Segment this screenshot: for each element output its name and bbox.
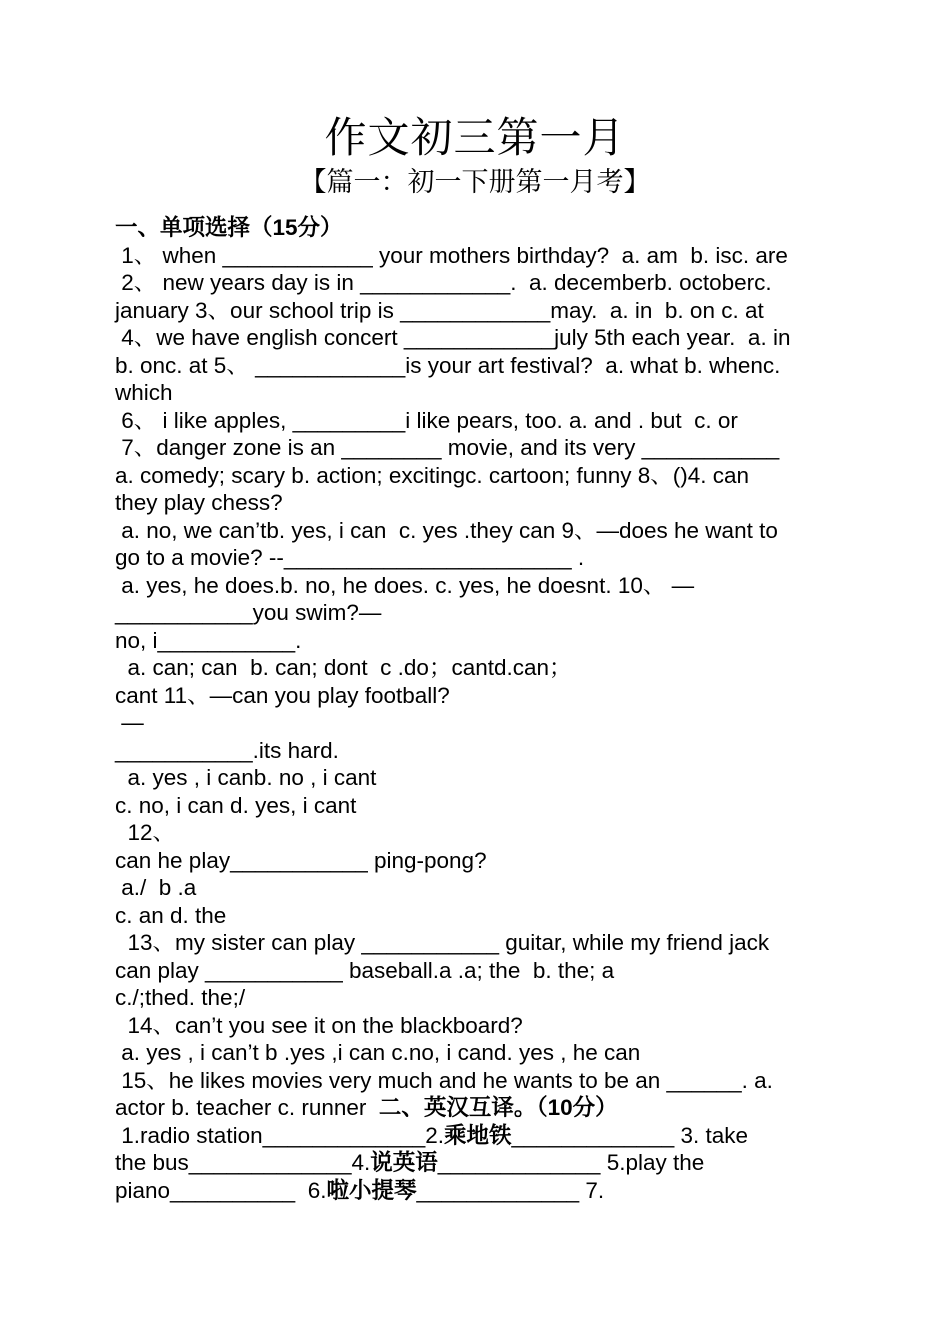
- text-fragment: b. onc. at 5、 ____________is your art festival? a. what b. whenc.: [115, 352, 781, 378]
- text-line: [115, 214, 845, 242]
- text-fragment: _____________ 7.: [416, 1177, 605, 1203]
- text-line: [115, 819, 845, 847]
- text-line: [115, 544, 845, 572]
- text-fragment: a. yes, he does.b. no, he does. c. yes, he doesnt. 10、 —: [115, 572, 695, 598]
- text-line: [115, 654, 845, 682]
- text-line: [115, 627, 845, 655]
- document-title: 作文初三第一月: [324, 113, 626, 162]
- text-line: [115, 1012, 845, 1040]
- text-line: [115, 489, 845, 517]
- text-line: [115, 297, 845, 325]
- text-fragment: 2、 new years day is in ____________. a. decemberb. octoberc.: [115, 270, 772, 295]
- text-fragment: 1.radio station_____________2.: [115, 1122, 445, 1148]
- text-fragment: 15、he likes movies very much and he wants to be an ______. a.: [115, 1067, 773, 1093]
- text-fragment: a. yes , i can’t b .yes ,i can c.no, i cand. yes , he can: [115, 1040, 641, 1065]
- text-line: [115, 929, 845, 957]
- text-line: [115, 792, 845, 820]
- text-line: [115, 709, 845, 737]
- text-line: [115, 902, 845, 930]
- text-fragment: a. can; can b. can; dont c .do；cantd.can；: [115, 655, 572, 680]
- text-line: [115, 517, 845, 545]
- text-fragment: 13、my sister can play ___________ guitar, while my friend jack: [115, 930, 770, 955]
- text-line: [115, 1177, 845, 1205]
- text-fragment: no, i___________.: [115, 627, 302, 653]
- text-line: [115, 874, 845, 902]
- text-fragment: c./;thed. the;/: [115, 985, 246, 1010]
- text-fragment: 12、: [115, 820, 176, 845]
- bold-text-fragment: 二、英汉互译。（10分）: [378, 1095, 618, 1120]
- text-line: [115, 764, 845, 792]
- text-fragment: a. comedy; scary b. action; excitingc. cartoon; funny 8、()4. can: [115, 462, 750, 488]
- text-line: [115, 269, 845, 297]
- text-fragment: c. an d. the: [115, 902, 227, 928]
- text-fragment: 1、 when ____________ your mothers birthday? a. am b. isc. are: [115, 242, 788, 268]
- bold-text-fragment: 说英语: [370, 1150, 438, 1175]
- text-fragment: actor b. teacher c. runner: [115, 1095, 379, 1120]
- text-line: [115, 682, 845, 710]
- text-fragment: ___________you swim?—: [115, 600, 382, 625]
- text-fragment: which: [115, 380, 173, 405]
- text-fragment: can he play___________ ping-pong?: [115, 847, 487, 873]
- text-fragment: piano__________ 6.: [115, 1177, 327, 1203]
- text-line: [115, 324, 845, 352]
- text-line: [115, 242, 845, 270]
- bold-text-fragment: 一、单项选择（15分）: [115, 215, 343, 240]
- text-fragment: c. no, i can d. yes, i cant: [115, 792, 357, 818]
- text-fragment: the bus_____________4.: [115, 1150, 371, 1175]
- text-line: [115, 957, 845, 985]
- text-fragment: _____________ 3. take: [511, 1122, 749, 1148]
- text-fragment: _____________ 5.play the: [437, 1150, 705, 1175]
- text-fragment: january 3、our school trip is ____________may. a. in b. on c. at: [115, 297, 764, 323]
- text-fragment: a./ b .a: [115, 875, 197, 900]
- text-line: [115, 1067, 845, 1095]
- text-line: [115, 847, 845, 875]
- text-line: [115, 599, 845, 627]
- bold-text-fragment: 乘地铁: [444, 1122, 512, 1148]
- bold-text-fragment: 啦小提琴: [326, 1177, 417, 1203]
- text-fragment: 4、we have english concert ____________july 5th each year. a. in: [115, 325, 791, 350]
- text-fragment: cant 11、—can you play football?: [115, 682, 450, 708]
- text-line: [115, 462, 845, 490]
- text-line: [115, 379, 845, 407]
- text-line: [115, 407, 845, 435]
- text-line: [115, 1039, 845, 1067]
- text-fragment: 14、can’t you see it on the blackboard?: [115, 1012, 523, 1038]
- text-line: [115, 1122, 845, 1150]
- text-line: [115, 572, 845, 600]
- document-subtitle: 【篇一：初一下册第一月考】: [299, 167, 651, 198]
- text-fragment: a. no, we can’tb. yes, i can c. yes .they can 9、—does he want to: [115, 517, 778, 543]
- text-fragment: can play ___________ baseball.a .a; the b. the; a: [115, 957, 615, 983]
- exercise-body: [115, 214, 845, 1204]
- text-fragment: they play chess?: [115, 490, 283, 515]
- text-line: [115, 984, 845, 1012]
- text-line: [115, 1094, 845, 1122]
- text-fragment: 6、 i like apples, _________i like pears, too. a. and . but c. or: [115, 407, 738, 433]
- text-line: [115, 737, 845, 765]
- text-line: [115, 1149, 845, 1177]
- text-fragment: go to a movie? --_______________________ .: [115, 545, 585, 570]
- text-line: [115, 434, 845, 462]
- text-fragment: 7、danger zone is an ________ movie, and its very ___________: [115, 435, 780, 460]
- text-line: [115, 352, 845, 380]
- text-fragment: ___________.its hard.: [115, 737, 339, 763]
- text-fragment: a. yes , i canb. no , i cant: [115, 765, 377, 790]
- text-fragment: —: [115, 710, 144, 735]
